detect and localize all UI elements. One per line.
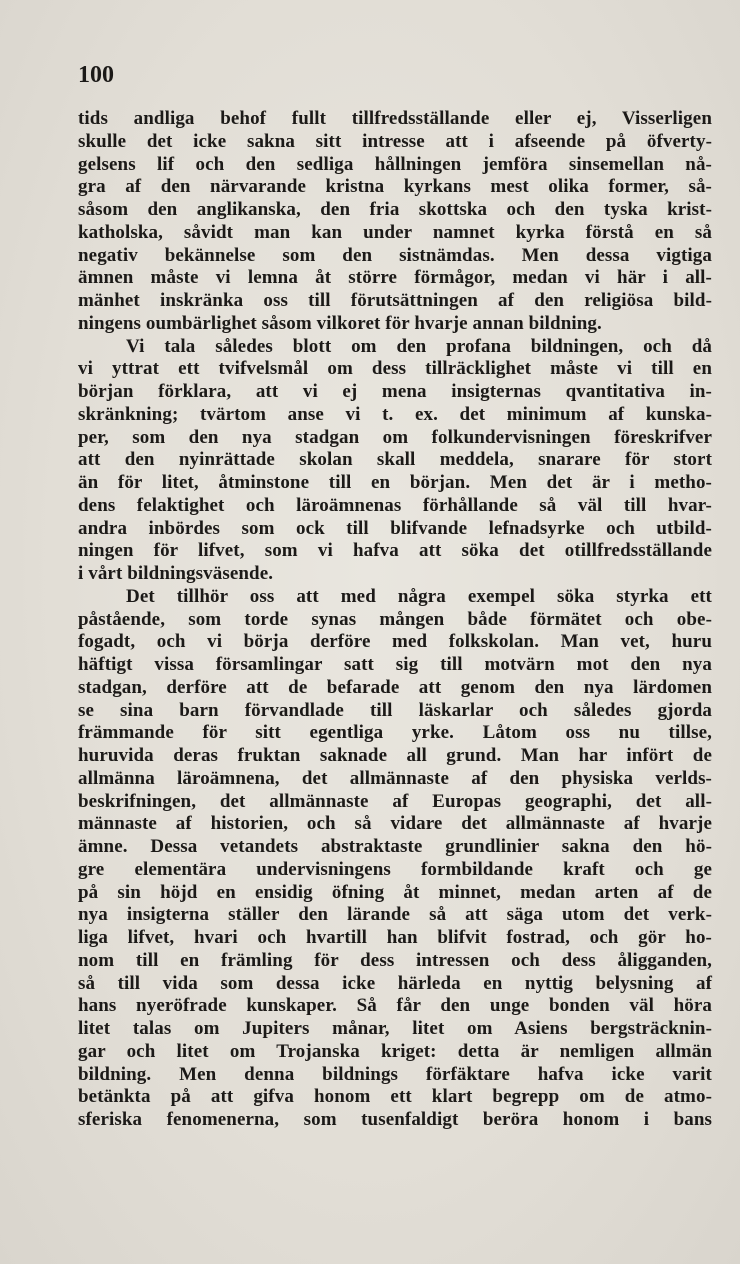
paragraph: [78, 108, 712, 336]
text-line: nom till en främling för dess intressen och dess åligganden,: [78, 949, 712, 971]
text-line: ämnen måste vi lemna åt större förmågor, medan vi här i all-: [78, 267, 712, 289]
text-line: negativ bekännelse som den sistnämdas. Men dessa vigtiga: [78, 244, 712, 266]
body-text: [78, 108, 712, 1132]
text-line: häftigt vissa församlingar satt sig till motvärn mot den nya: [78, 654, 712, 675]
text-line: ningens oumbärlighet såsom vilkoret för hvarje annan bildning.: [78, 312, 602, 334]
text-line: fogadt, och vi börja derföre med folkskolan. Man vet, huru: [78, 631, 712, 653]
text-line: stadgan, derföre att de befarade att genom den nya lärdomen: [78, 676, 712, 698]
text-line: påstående, som torde synas mången både förmätet och obe-: [78, 608, 712, 630]
text-line: i vårt bildningsväsende.: [78, 563, 274, 584]
text-line: beskrifningen, det allmännaste af Europas geographi, det all-: [78, 790, 712, 812]
text-line: gar och litet om Trojanska kriget: detta är nemligen allmän: [78, 1040, 712, 1062]
text-line: andra inbördes som ock till blifvande lefnadsyrke och utbild-: [78, 517, 712, 539]
text-line: skulle det icke sakna sitt intresse att i afseende på öfverty-: [78, 130, 712, 152]
text-line: tids andliga behof fullt tillfredsställande eller ej, Visserligen: [78, 108, 712, 129]
text-line: allmänna läroämnena, det allmännaste af den physiska verlds-: [78, 767, 712, 789]
text-line: per, som den nya stadgan om folkundervisningen föreskrifver: [78, 426, 712, 448]
text-line: så till vida som dessa icke härleda en nyttig belysning af: [78, 972, 712, 994]
text-line: bildning. Men denna bildnings förfäktare hafva icke varit: [78, 1063, 712, 1085]
text-line: gelsens lif och den sedliga hållningen jemföra sinsemellan nå-: [78, 153, 712, 175]
text-line: främmande för sitt egentliga yrke. Låtom oss nu tillse,: [78, 722, 712, 744]
text-line: hans nyeröfrade kunskaper. Så får den unge bonden väl höra: [78, 995, 712, 1017]
text-line: att den nyinrättade skolan skall meddela, snarare för stort: [78, 449, 712, 471]
page-number: 100: [78, 62, 114, 88]
text-line: vi yttrat ett tvifvelsmål om dess tillräcklighet måste vi till en: [78, 358, 712, 380]
text-line: nya insigterna ställer den lärande så att säga utom det verk-: [78, 904, 712, 926]
text-line: litet talas om Jupiters månar, litet om Asiens bergsträcknin-: [78, 1018, 712, 1039]
text-line: Vi tala således blott om den profana bildningen, och då: [126, 335, 712, 357]
text-line: ningen för lifvet, som vi hafva att söka det otillfredsställande: [78, 540, 712, 562]
paragraph: [78, 336, 712, 586]
text-line: mänhet inskränka oss till förutsättningen af den religiösa bild-: [78, 290, 712, 311]
text-line: skränkning; tvärtom anse vi t. ex. det minimum af kunska-: [78, 403, 712, 425]
text-line: såsom den anglikanska, den fria skottska och den tyska krist-: [78, 199, 712, 220]
text-line: början förklara, att vi ej mena insigternas qvantitativa in-: [78, 381, 712, 402]
paragraph: [78, 586, 712, 1132]
text-line: liga lifvet, hvari och hvartill han blifvit fostrad, och gör ho-: [78, 927, 712, 948]
text-line: huruvida deras fruktan saknade all grund. Man har infört de: [78, 745, 712, 766]
text-line: katholska, såvidt man kan under namnet kyrka förstå en så: [78, 221, 712, 243]
text-line: Det tillhör oss att med några exempel söka styrka ett: [126, 585, 712, 607]
text-line: betänkta på att gifva honom ett klart begrepp om de atmo-: [78, 1086, 712, 1108]
text-line: än för litet, åtminstone till en början. Men det är i metho-: [78, 472, 712, 493]
text-line: sferiska fenomenerna, som tusenfaldigt beröra honom i bans: [78, 1109, 712, 1130]
text-line: ämne. Dessa vetandets abstraktaste grundlinier sakna den hö-: [78, 836, 712, 857]
text-line: på sin höjd en ensidig öfning åt minnet, medan arten af de: [78, 881, 712, 903]
text-line: dens felaktighet och läroämnenas förhållande så väl till hvar-: [78, 494, 712, 516]
text-line: gre elementära undervisningens formbildande kraft och ge: [78, 858, 712, 880]
text-line: gra af den närvarande kristna kyrkans mest olika former, så-: [78, 176, 712, 198]
text-line: männaste af historien, och så vidare det allmännaste af hvarje: [78, 813, 712, 835]
text-line: se sina barn förvandlade till läskarlar och således gjorda: [78, 699, 712, 721]
